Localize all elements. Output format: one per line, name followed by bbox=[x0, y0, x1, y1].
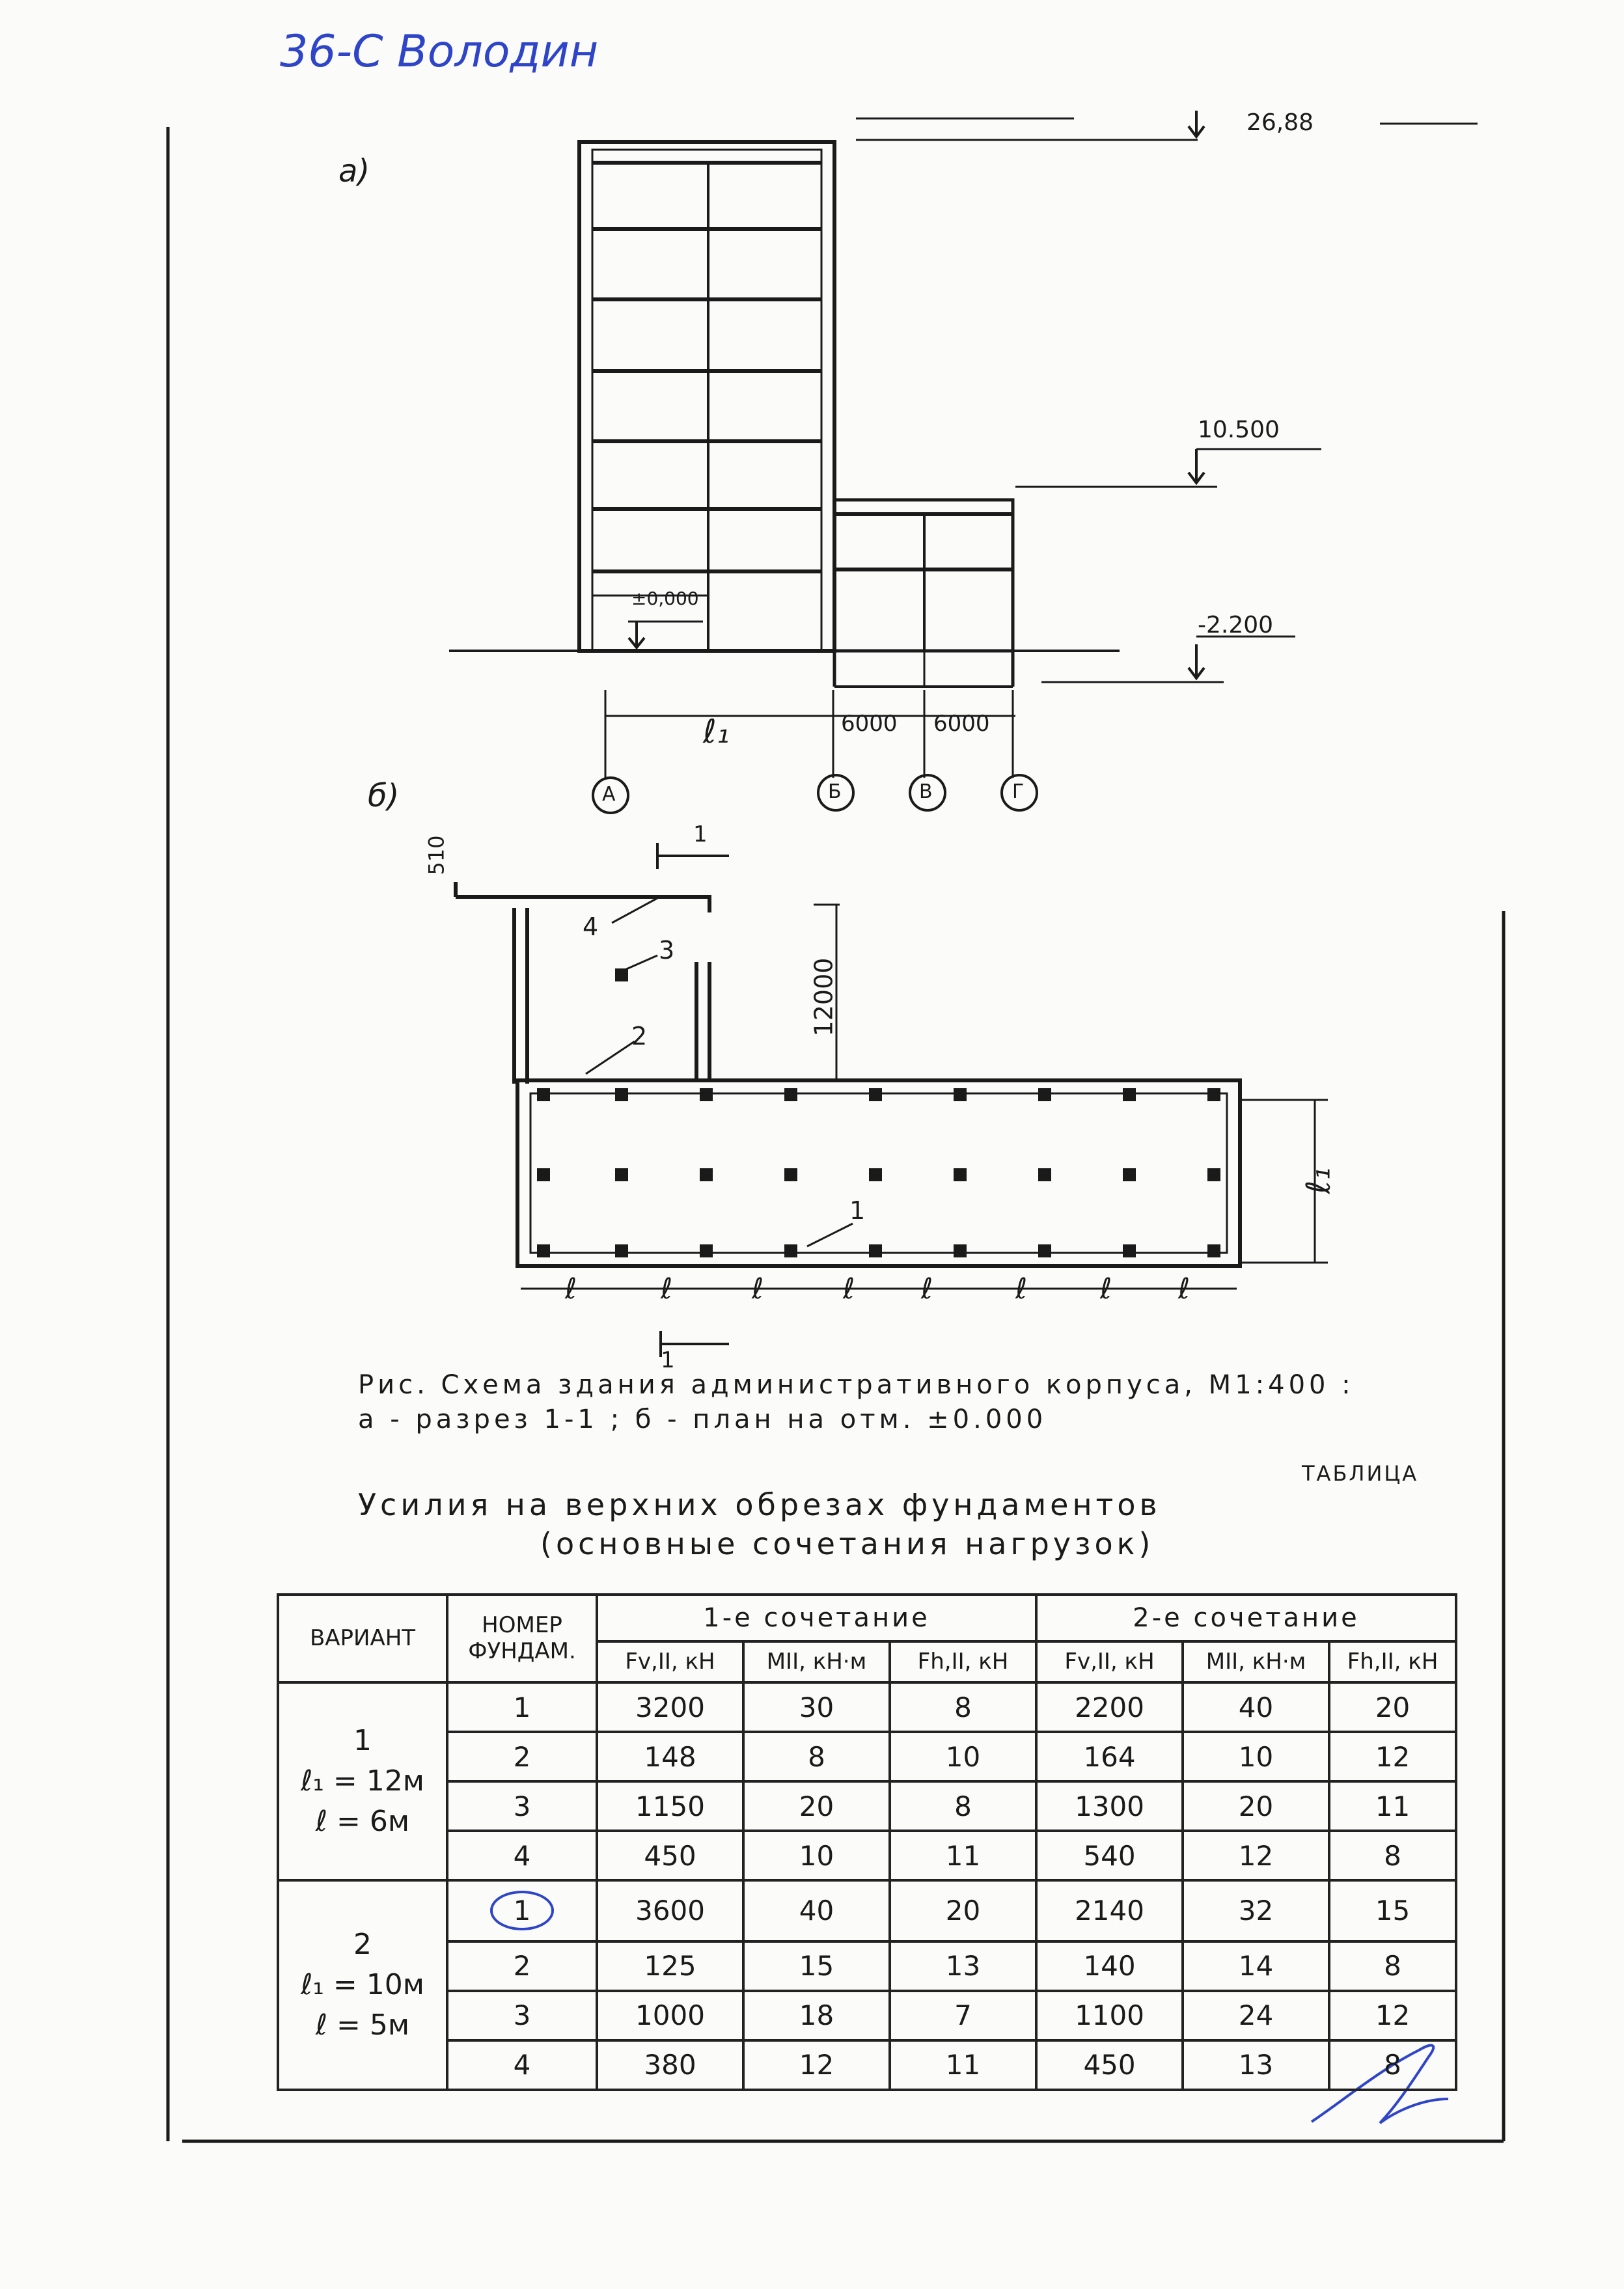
header-col: Fv,II, кН bbox=[1036, 1641, 1183, 1682]
cell: 8 bbox=[890, 1682, 1036, 1732]
axis-label-a: А bbox=[602, 783, 616, 806]
circled-mark: 1 bbox=[490, 1891, 555, 1930]
variant-number: 1 bbox=[353, 1724, 372, 1758]
section-a-dim-l1: ℓ₁ bbox=[703, 713, 730, 750]
plan-dim-510: 510 bbox=[424, 835, 449, 875]
cell: 1000 bbox=[597, 1991, 743, 2040]
cell: 15 bbox=[1329, 1880, 1456, 1941]
cell: 20 bbox=[890, 1880, 1036, 1941]
plan-dim-l1-label: ℓ₁ bbox=[1299, 1167, 1338, 1194]
header-variant: ВАРИАНТ bbox=[278, 1595, 447, 1682]
variant-l: ℓ = 6м bbox=[315, 1805, 410, 1839]
cell: 2 bbox=[447, 1732, 597, 1781]
axis-label-b: Б bbox=[828, 780, 842, 803]
variant-l1: ℓ₁ = 10м bbox=[301, 1968, 424, 2002]
cell: 1150 bbox=[597, 1781, 743, 1831]
cell: 11 bbox=[1329, 1781, 1456, 1831]
section-a-dim-span1: 6000 bbox=[841, 711, 898, 737]
cell: 164 bbox=[1036, 1732, 1183, 1781]
table-tag: ТАБЛИЦА bbox=[1302, 1461, 1419, 1486]
cell: 450 bbox=[1036, 2040, 1183, 2090]
cell: 14 bbox=[1183, 1941, 1329, 1991]
header-combination-2: 2-е сочетание bbox=[1036, 1595, 1456, 1641]
cell: 13 bbox=[890, 1941, 1036, 1991]
cell: 32 bbox=[1183, 1880, 1329, 1941]
bay-label: ℓ bbox=[843, 1272, 855, 1306]
cell: 7 bbox=[890, 1991, 1036, 2040]
bay-label: ℓ bbox=[752, 1272, 764, 1306]
cell: 4 bbox=[447, 2040, 597, 2090]
bay-label: ℓ bbox=[1178, 1272, 1190, 1306]
callout-leader-2 bbox=[586, 1041, 635, 1074]
cell: 10 bbox=[1183, 1732, 1329, 1781]
cell: 11 bbox=[890, 2040, 1036, 2090]
forces-table bbox=[277, 1593, 1457, 2091]
section-a-dim-span2: 6000 bbox=[933, 711, 990, 737]
cell: 15 bbox=[743, 1941, 890, 1991]
cell: 3 bbox=[447, 1781, 597, 1831]
cell: 30 bbox=[743, 1682, 890, 1732]
table-header-row-1 bbox=[278, 1595, 1456, 1641]
cell: 24 bbox=[1183, 1991, 1329, 2040]
header-col: MII, кН·м bbox=[743, 1641, 890, 1682]
elev-ground-value: ±0,000 bbox=[631, 588, 699, 609]
elev-arrow-bottom bbox=[1189, 644, 1204, 678]
cell: 12 bbox=[743, 2040, 890, 2090]
bay-label: ℓ bbox=[565, 1272, 577, 1306]
plan-dim-12000-label: 12000 bbox=[809, 957, 838, 1037]
cell: 8 bbox=[743, 1732, 890, 1781]
callout-2: 2 bbox=[631, 1022, 648, 1050]
cell: 20 bbox=[1329, 1682, 1456, 1732]
bay-label: ℓ bbox=[921, 1272, 933, 1306]
table-row bbox=[278, 1831, 1456, 1880]
callout-leader-4 bbox=[612, 898, 657, 923]
table-row bbox=[278, 1941, 1456, 1991]
cell: 380 bbox=[597, 2040, 743, 2090]
cell: 20 bbox=[1183, 1781, 1329, 1831]
elev-mid-value: 10.500 bbox=[1198, 417, 1280, 443]
cell: 8 bbox=[1329, 1941, 1456, 1991]
section-a-tall-block bbox=[579, 142, 834, 651]
variant-l1: ℓ₁ = 12м bbox=[301, 1764, 424, 1798]
elev-top-value: 26,88 bbox=[1246, 109, 1314, 136]
callout-3: 3 bbox=[659, 936, 675, 965]
cell-circled bbox=[447, 1880, 597, 1941]
variant-cell bbox=[278, 1880, 447, 2090]
table-row bbox=[278, 2040, 1456, 2090]
table-row bbox=[278, 1880, 1456, 1941]
table-row bbox=[278, 1991, 1456, 2040]
cell: 3600 bbox=[597, 1880, 743, 1941]
variant-number: 2 bbox=[353, 1928, 372, 1962]
cut-mark-top-label: 1 bbox=[693, 821, 708, 847]
section-a-label: а) bbox=[338, 153, 370, 189]
callout-leader-1 bbox=[807, 1224, 853, 1246]
table-title-line2: (основные сочетания нагрузок) bbox=[540, 1526, 1155, 1561]
header-col: Fh,II, кН bbox=[890, 1641, 1036, 1682]
cut-mark-bottom-label: 1 bbox=[661, 1347, 675, 1373]
callout-leader-3 bbox=[625, 955, 657, 970]
cell: 11 bbox=[890, 1831, 1036, 1880]
cell: 3200 bbox=[597, 1682, 743, 1732]
axis-label-v: В bbox=[919, 780, 933, 803]
cell: 8 bbox=[1329, 1831, 1456, 1880]
cell: 10 bbox=[743, 1831, 890, 1880]
plan-b-outline bbox=[456, 882, 1240, 1266]
cell: 4 bbox=[447, 1831, 597, 1880]
elev-arrow-ground bbox=[629, 622, 644, 648]
bay-label: ℓ bbox=[1100, 1272, 1112, 1306]
figure-caption-line1: Рис. Схема здания административного корпуса, М1:400 : bbox=[358, 1370, 1355, 1400]
cell: 2 bbox=[447, 1941, 597, 1991]
cell: 40 bbox=[1183, 1682, 1329, 1732]
cell: 8 bbox=[1329, 2040, 1456, 2090]
cell: 1100 bbox=[1036, 1991, 1183, 2040]
cell: 148 bbox=[597, 1732, 743, 1781]
cell: 140 bbox=[1036, 1941, 1183, 1991]
cell: 8 bbox=[890, 1781, 1036, 1831]
cell: 2140 bbox=[1036, 1880, 1183, 1941]
cell: 1300 bbox=[1036, 1781, 1183, 1831]
cell: 12 bbox=[1329, 1991, 1456, 2040]
header-combination-1: 1-е сочетание bbox=[597, 1595, 1036, 1641]
table-row bbox=[278, 1781, 1456, 1831]
table-row bbox=[278, 1682, 1456, 1732]
cell: 10 bbox=[890, 1732, 1036, 1781]
callout-1: 1 bbox=[849, 1196, 866, 1225]
cell: 2200 bbox=[1036, 1682, 1183, 1732]
bay-label: ℓ bbox=[661, 1272, 673, 1306]
callout-4: 4 bbox=[583, 912, 599, 941]
table-title-line1: Усилия на верхних обрезах фундаментов bbox=[358, 1487, 1161, 1522]
handwritten-label: 36-С Володин bbox=[280, 26, 599, 77]
cell: 13 bbox=[1183, 2040, 1329, 2090]
cell: 1 bbox=[447, 1682, 597, 1732]
elev-arrow-top bbox=[1189, 111, 1204, 137]
header-col: MII, кН·м bbox=[1183, 1641, 1329, 1682]
cell: 40 bbox=[743, 1880, 890, 1941]
cell: 125 bbox=[597, 1941, 743, 1991]
elev-arrow-mid bbox=[1189, 449, 1204, 483]
cell: 540 bbox=[1036, 1831, 1183, 1880]
cell: 12 bbox=[1183, 1831, 1329, 1880]
bay-label: ℓ bbox=[1015, 1272, 1028, 1306]
header-col: Fv,II, кН bbox=[597, 1641, 743, 1682]
figure-caption-line2: а - разрез 1-1 ; б - план на отм. ±0.000 bbox=[358, 1405, 1047, 1434]
cell: 12 bbox=[1329, 1732, 1456, 1781]
section-a-low-block bbox=[834, 500, 1013, 687]
cell: 18 bbox=[743, 1991, 890, 2040]
header-foundation-number: НОМЕР ФУНДАМ. bbox=[447, 1595, 597, 1682]
section-b-label: б) bbox=[368, 778, 400, 814]
variant-l: ℓ = 5м bbox=[315, 2008, 410, 2042]
cell: 450 bbox=[597, 1831, 743, 1880]
cell: 3 bbox=[447, 1991, 597, 2040]
header-col: Fh,II, кН bbox=[1329, 1641, 1456, 1682]
axis-label-g: Г bbox=[1012, 780, 1025, 803]
elev-bottom-value: -2.200 bbox=[1198, 612, 1274, 638]
cell: 20 bbox=[743, 1781, 890, 1831]
variant-cell bbox=[278, 1682, 447, 1880]
table-row bbox=[278, 1732, 1456, 1781]
plan-columns bbox=[537, 968, 1220, 1257]
